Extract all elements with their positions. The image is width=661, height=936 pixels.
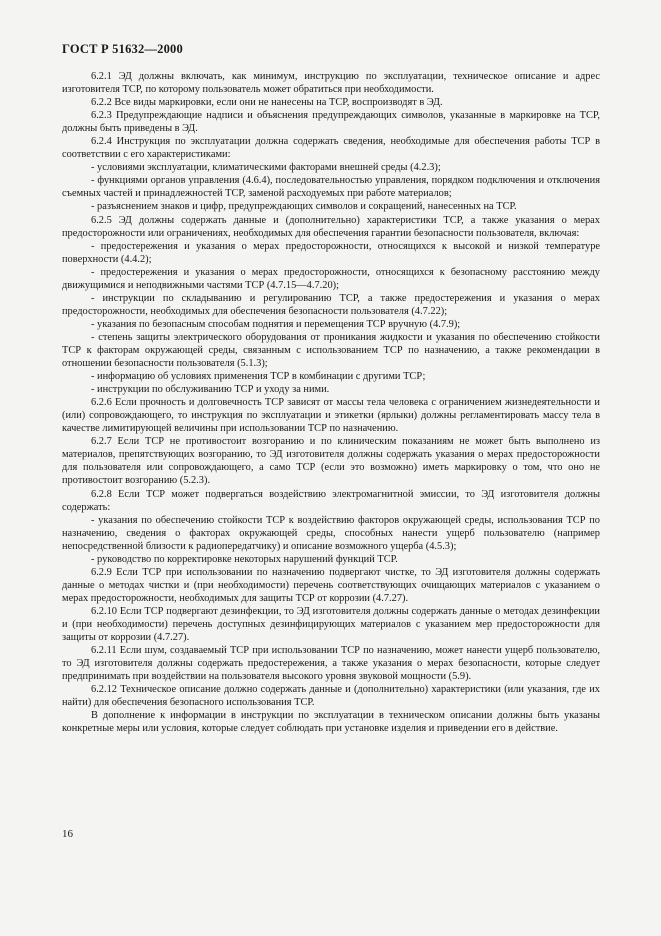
list-item: - условиями эксплуатации, климатическими факторами внешней среды (4.2.3); (91, 162, 441, 174)
page-header: ГОСТ Р 51632—2000 (62, 42, 183, 56)
list-item: - разъяснением знаков и цифр, предупреждающих символов и сокращений, нанесенных на ТСР. (91, 201, 517, 213)
list-item: - указания по безопасным способам поднятия и перемещения ТСР вручную (4.7.9); (91, 318, 461, 330)
paragraph: 6.2.4 Инструкция по эксплуатации должна содержать сведения, необходимые для обеспечения работы ТСР в соответствии с его характеристиками: (62, 136, 600, 161)
paragraph: 6.2.6 Если прочность и долговечность ТСР зависят от массы тела человека с ограничением жизнедеятельности и (или) сопровождающего, то инструкция по эксплуатации и этикетки (ярлыки) должны регламентировать массу тела в качестве лимитирующей величины при использовании ТСР по назначению. (62, 397, 600, 435)
list-item: - предостережения и указания о мерах предосторожности, относящихся к безопасному расстоянию между движущимися и неподвижными частями ТСР (4.7.15—4.7.20); (62, 266, 600, 291)
list-item: - указания по обеспечению стойкости ТСР к воздействию факторов окружающей среды, использования ТСР по назначению, сведения о факторах окружающей среды, способных нанести ущерб пользователю (например непосредственной близости к радиопередатчику) и описание возможного ущерба (4.5.3); (62, 514, 600, 552)
list-item: - инструкции по складыванию и регулированию ТСР, а также предостережения и указания о мерах предосторожности, необходимых для обеспечения безопасности пользователя (4.7.22); (62, 292, 600, 317)
paragraph: 6.2.3 Предупреждающие надписи и объяснения предупреждающих символов, указанные в маркировке на ТСР, должны быть приведены в ЭД. (62, 110, 600, 135)
paragraph: 6.2.7 Если ТСР не противостоит возгоранию и по клиническим показаниям не может быть выполнено из материалов, препятствующих возгоранию, то ЭД изготовителя должны содержать указания о мерах предосторожности для пользователя или сопровождающего, а само ТСР (если это возможно) иметь маркировку о том, что оно не противостоит возгоранию (5.2.3). (62, 436, 600, 487)
list-item: - предостережения и указания о мерах предосторожности, относящихся к высокой и низкой температуре поверхности (4.4.2); (62, 240, 600, 265)
list-item: - степень защиты электрического оборудования от проникания жидкости и указания по обеспечению стойкости ТСР к факторам окружающей среды, связанным с использованием ТСР по назначению, а также рекомендации в отношении безопасности пользователя (5.1.3); (62, 331, 600, 370)
paragraph: 6.2.8 Если ТСР может подвергаться воздействию электромагнитной эмиссии, то ЭД изготовителя должны содержать: (62, 488, 600, 513)
paragraph: 6.2.11 Если шум, создаваемый ТСР при использовании ТСР по назначению, может нанести ущерб пользователю, то ЭД изготовителя должны содержать предостережения, а также указания о мерах безопасности, которые следует предпринимать при воздействии на пользователя высокого уровня звуковой мощности (5.9). (62, 645, 600, 683)
list-item: - функциями органов управления (4.6.4), последовательностью управления, порядком подключения и отключения съемных частей и принадлежностей ТСР, заменой расходуемых при работе материалов; (62, 175, 600, 200)
paragraph: 6.2.1 ЭД должны включать, как минимум, инструкцию по эксплуатации, техническое описание и адрес изготовителя ТСР, по которому пользователь может обратиться при необходимости. (62, 71, 600, 96)
document-body (62, 70, 600, 735)
list-item: - информацию об условиях применения ТСР в комбинации с другими ТСР; (91, 371, 426, 383)
list-item: - руководство по корректировке некоторых нарушений функций ТСР. (91, 553, 398, 565)
paragraph: В дополнение к информации в инструкции по эксплуатации в техническом описании должны быть указаны конкретные меры или условия, которые следует соблюдать при установке изделия и приведении его в действие. (62, 710, 600, 735)
paragraph: 6.2.2 Все виды маркировки, если они не нанесены на ТСР, воспроизводят в ЭД. (91, 97, 443, 109)
paragraph: 6.2.12 Техническое описание должно содержать данные и (дополнительно) характеристики (или указания, где их найти) для обеспечения безопасного использования ТСР. (62, 684, 600, 709)
paragraph: 6.2.5 ЭД должны содержать данные и (дополнительно) характеристики ТСР, а также указания о мерах предосторожности или ограничениях, необходимых для обеспечения гарантии безопасности пользователя, включая: (62, 214, 600, 239)
page-number: 16 (62, 828, 73, 840)
paragraph: 6.2.10 Если ТСР подвергают дезинфекции, то ЭД изготовителя должны содержать данные о методах дезинфекции и (при необходимости) перечень доступных дезинфицирующих материалов с указанием мер предосторожности для защиты от коррозии (4.7.27). (62, 605, 600, 644)
paragraph: 6.2.9 Если ТСР при использовании по назначению подвергают чистке, то ЭД изготовителя должны содержать данные о методах чистки и (при необходимости) перечень соответствующих очищающих материалов с указанием о мерах предосторожности, необходимых для защиты ТСР от коррозии (4.7.27). (62, 566, 600, 604)
list-item: - инструкции по обслуживанию ТСР и уходу за ними. (91, 384, 330, 396)
